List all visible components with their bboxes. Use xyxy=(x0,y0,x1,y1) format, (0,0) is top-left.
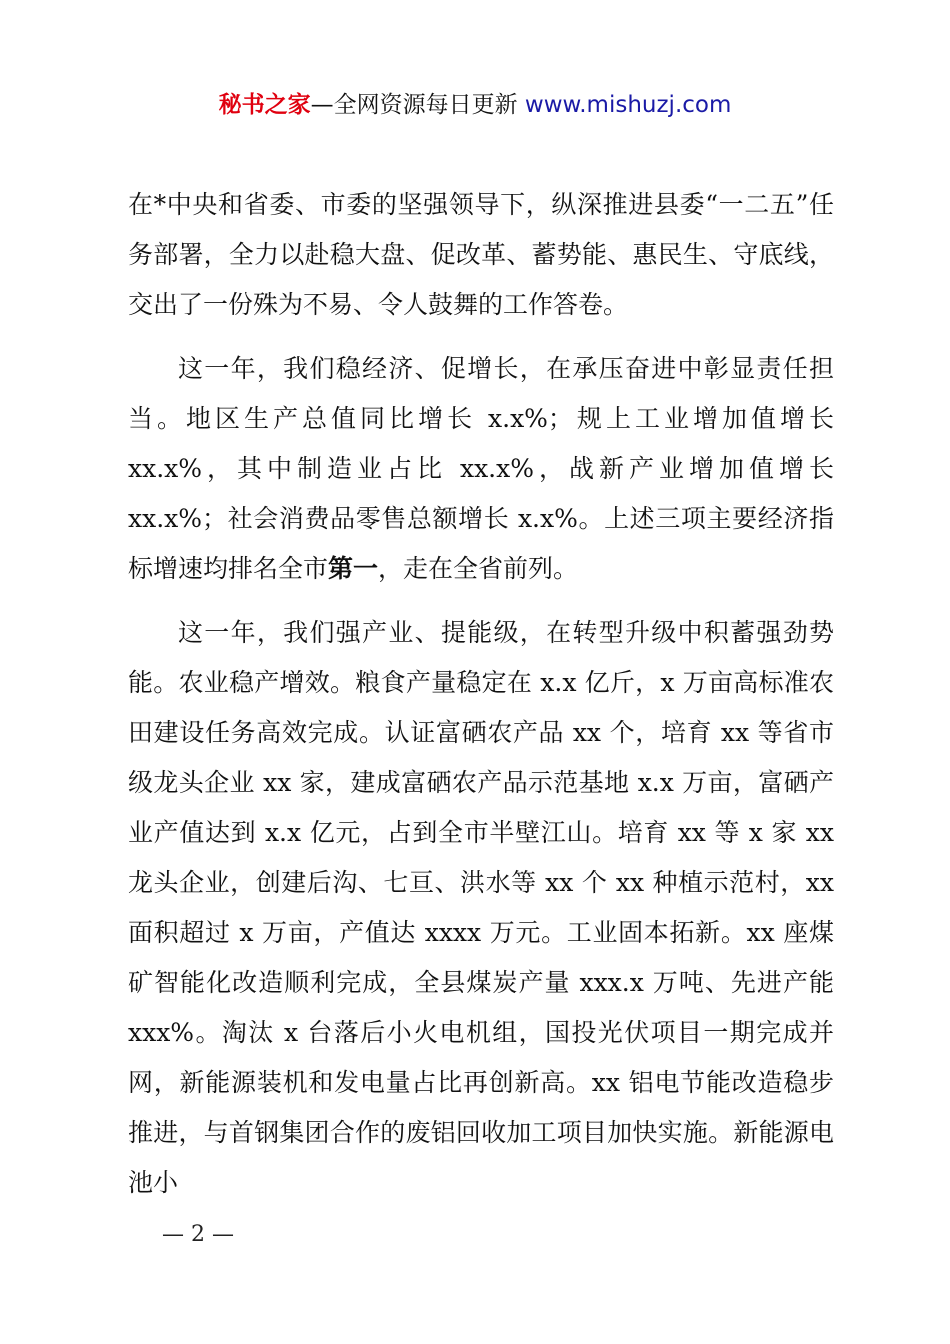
header-slogan: —全网资源每日更新 xyxy=(310,92,525,118)
site-url-link[interactable]: www.mishuzj.com xyxy=(524,92,732,118)
paragraph-2-text: 这一年，我们稳经济、促增长，在承压奋进中彰显责任担当。地区生产总值同比增长 x.x%；规上工业增加值增长 xx.x%，其中制造业占比 xx.x%，战新产业增加值增长 xx.x%；社会消费品零售总额增长 x.x%。上述三项主要经济指标增速均排名全市 xyxy=(128,354,834,583)
paragraph-2 xyxy=(128,344,834,594)
paragraph-3: 这一年，我们强产业、提能级，在转型升级中积蓄强劲势能。农业稳产增效。粮食产量稳定在 x.x 亿斤，x 万亩高标准农田建设任务高效完成。认证富硒农产品 xx 个，培育 xx 等省市级龙头企业 xx 家，建成富硒农产品示范基地 x.x 万亩，富硒产业产值达到 x.x 亿元，占到全市半壁江山。培育 xx 等 x 家 xx 龙头企业，创建后沟、七亘、洪水等 xx 个 xx 种植示范村，xx 面积超过 x 万亩，产值达 xxxx 万元。工业固本拓新。xx 座煤矿智能化改造顺利完成，全县煤炭产量 xxx.x 万吨、先进产能 xxx%。淘汰 x 台落后小火电机组，国投光伏项目一期完成并网，新能源装机和发电量占比再创新高。xx 铝电节能改造稳步推进，与首钢集团合作的废铝回收加工项目加快实施。新能源电池小 xyxy=(128,618,834,1197)
site-header xyxy=(0,88,950,122)
brand-name: 秘书之家 xyxy=(218,92,311,118)
document-body xyxy=(128,180,834,1222)
paragraph-2-emphasis: 第一 xyxy=(328,554,379,583)
paragraph-1: 在*中央和省委、市委的坚强领导下，纵深推进县委“一二五”任务部署，全力以赴稳大盘、促改革、蓄势能、惠民生、守底线，交出了一份殊为不易、令人鼓舞的工作答卷。 xyxy=(128,190,834,319)
paragraph-2-text-end: ，走在全省前列。 xyxy=(378,554,579,583)
page-number: — 2 — xyxy=(162,1222,234,1247)
